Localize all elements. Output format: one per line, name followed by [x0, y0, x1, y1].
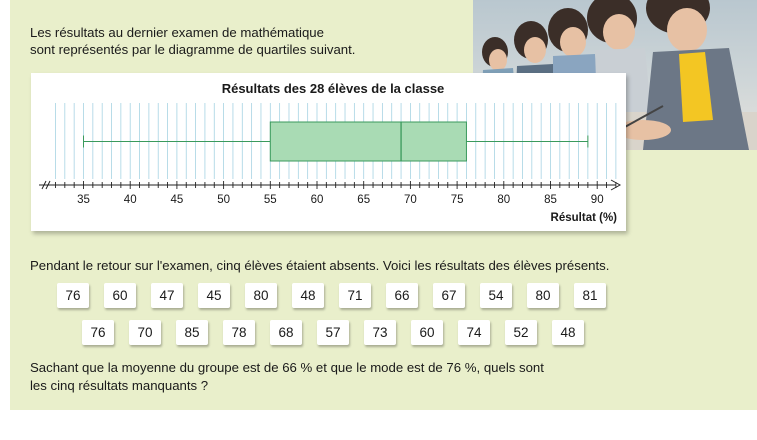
chart-title: Résultats des 28 élèves de la classe — [221, 81, 445, 96]
score-card: 78 — [223, 320, 255, 345]
x-tick-label: 85 — [544, 194, 557, 206]
present-students-text: Pendant le retour sur l'examen, cinq élèves étaient absents. Voici les résultats des élèves présents. — [30, 258, 610, 273]
score-card: 81 — [574, 283, 606, 308]
score-card: 45 — [198, 283, 230, 308]
score-card: 66 — [386, 283, 418, 308]
x-tick-label: 50 — [217, 194, 230, 206]
intro-text — [30, 24, 460, 58]
score-card: 60 — [411, 320, 443, 345]
x-tick-label: 40 — [123, 194, 137, 206]
score-card: 80 — [527, 283, 559, 308]
score-card: 85 — [176, 320, 208, 345]
x-tick-labels — [77, 194, 603, 206]
scores-row-1 — [57, 283, 621, 308]
intro-line-1: Les résultats au dernier examen de mathématique — [30, 25, 324, 40]
question-text — [30, 359, 610, 395]
score-card: 73 — [364, 320, 396, 345]
boxplot-chart — [31, 73, 626, 231]
boxplot-svg — [31, 73, 626, 231]
question-line-2: les cinq résultats manquants ? — [30, 378, 209, 393]
score-card: 67 — [433, 283, 465, 308]
score-card: 70 — [129, 320, 161, 345]
x-tick-label: 80 — [497, 194, 511, 206]
score-card: 76 — [57, 283, 89, 308]
score-card: 60 — [104, 283, 136, 308]
score-card: 80 — [245, 283, 277, 308]
box-plot — [84, 122, 588, 161]
x-tick-label: 75 — [450, 194, 464, 206]
question-line-1: Sachant que la moyenne du groupe est de 66 % et que le mode est de 76 %, quels sont — [30, 360, 544, 375]
score-card: 52 — [505, 320, 537, 345]
score-card: 71 — [339, 283, 371, 308]
iqr-box — [270, 122, 466, 161]
score-card: 74 — [458, 320, 490, 345]
x-tick-label: 45 — [170, 194, 184, 206]
score-card: 76 — [82, 320, 114, 345]
x-tick-label: 70 — [404, 194, 417, 206]
x-axis-label: Résultat (%) — [550, 212, 617, 224]
x-axis — [39, 180, 620, 190]
scores-row-2 — [82, 320, 599, 345]
score-card: 48 — [552, 320, 584, 345]
intro-line-2: sont représentés par le diagramme de quartiles suivant. — [30, 42, 356, 57]
score-card: 68 — [270, 320, 302, 345]
score-card: 57 — [317, 320, 349, 345]
x-tick-label: 55 — [263, 194, 277, 206]
score-card: 54 — [480, 283, 512, 308]
x-tick-label: 65 — [357, 194, 371, 206]
x-tick-label: 90 — [590, 194, 604, 206]
x-tick-label: 35 — [77, 194, 90, 206]
x-tick-label: 60 — [310, 194, 324, 206]
score-card: 47 — [151, 283, 183, 308]
score-card: 48 — [292, 283, 324, 308]
